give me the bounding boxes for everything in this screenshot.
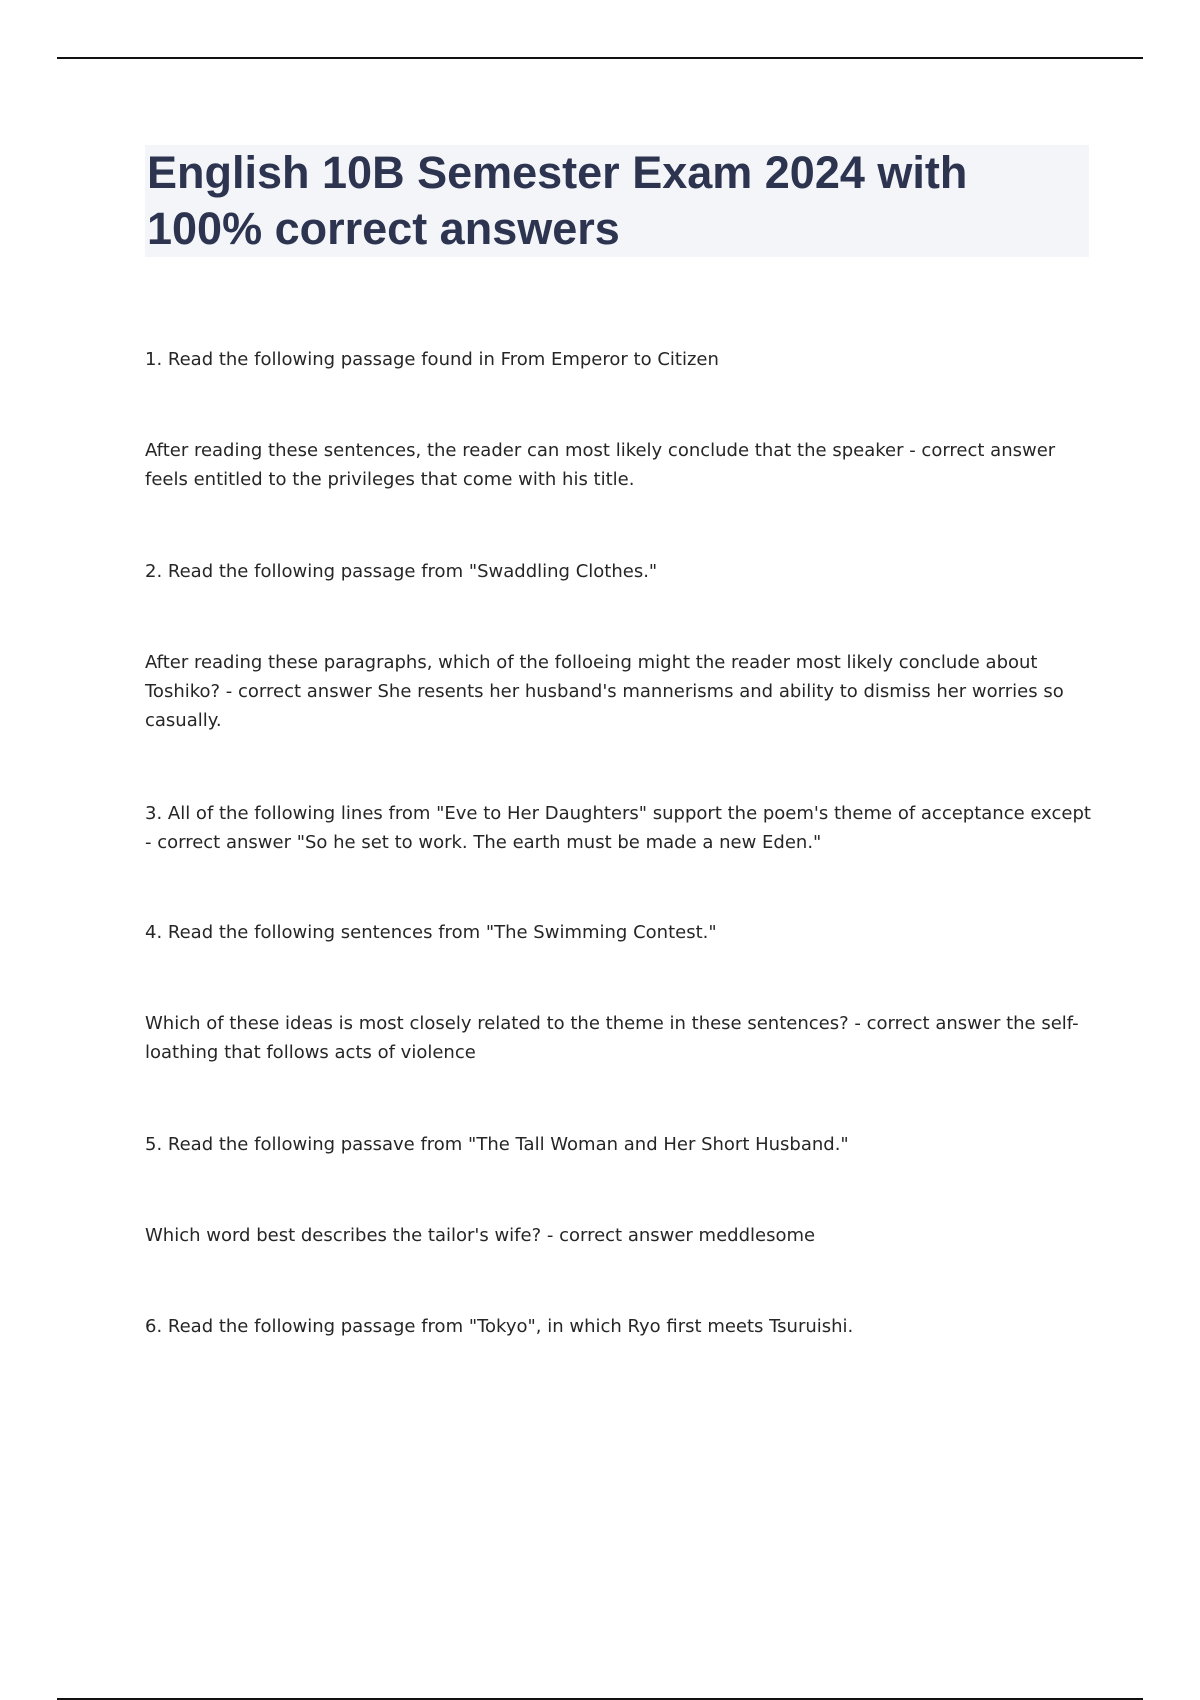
question-5-answer: Which word best describes the tailor's wife? - correct answer meddlesome	[145, 1225, 816, 1246]
document-title	[145, 145, 1089, 257]
question-2-prompt: 2. Read the following passage from "Swaddling Clothes."	[145, 561, 658, 582]
question-3-answer: 3. All of the following lines from "Eve to Her Daughters" support the poem's theme of acceptance except - correct answer "So he set to work. The earth must be made a new Eden."	[145, 803, 1091, 853]
header-rule	[57, 57, 1143, 59]
question-6-prompt: 6. Read the following passage from "Tokyo", in which Ryo first meets Tsuruishi.	[145, 1316, 854, 1337]
title-line-1: English 10B Semester Exam 2024 with	[147, 147, 968, 198]
question-1-answer: After reading these sentences, the reader can most likely conclude that the speaker - correct answer feels entitled to the privileges that come with his title.	[145, 440, 1056, 490]
question-1-prompt: 1. Read the following passage found in From Emperor to Citizen	[145, 349, 719, 370]
title-line-2: 100% correct answers	[147, 203, 620, 254]
question-4-answer: Which of these ideas is most closely related to the theme in these sentences? - correct answer the self- loathing that follows acts of violence	[145, 1013, 1079, 1063]
question-5-prompt: 5. Read the following passave from "The Tall Woman and Her Short Husband."	[145, 1134, 849, 1155]
question-2-answer: After reading these paragraphs, which of the folloeing might the reader most likely conclude about Toshiko? - correct answer She resents her husband's mannerisms and ability to dismiss her worries so casually.	[145, 652, 1064, 731]
question-4-prompt: 4. Read the following sentences from "The Swimming Contest."	[145, 922, 717, 943]
